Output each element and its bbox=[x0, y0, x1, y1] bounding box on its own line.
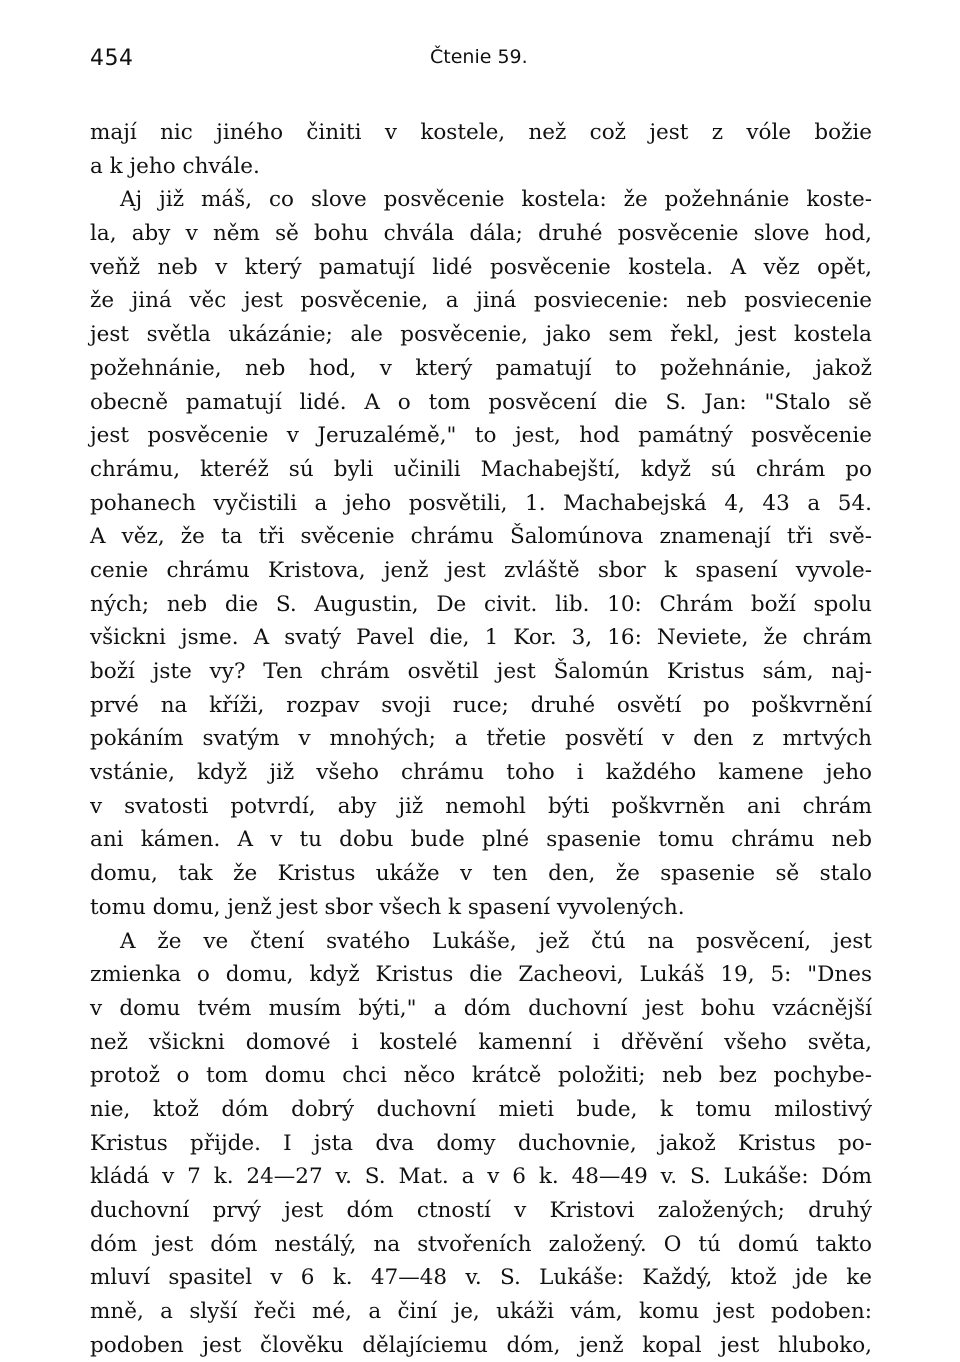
text-line: protož o tom domu chci něco krátcě položiti; neb bez pochybe- bbox=[90, 1063, 872, 1089]
text-line: A věz, že ta tři svěcenie chrámu Šalomúnova znamenají tři svě- bbox=[90, 524, 872, 550]
text-line: ných; neb die S. Augustin, De civit. lib. 10: Chrám boží spolu bbox=[90, 591, 872, 617]
text-line: boží jste vy? Ten chrám osvětil jest Šalomún Kristus sám, naj- bbox=[90, 659, 872, 684]
text-line: a k jeho chvále. bbox=[90, 153, 260, 179]
text-line: ani kámen. A v tu dobu bude plné spasenie tomu chrámu neb bbox=[90, 827, 872, 853]
text-line: pokáním svatým v mnohých; a třetie posvětí v den z mrtvých bbox=[90, 726, 872, 752]
text-line: cenie chrámu Kristova, jenž jest zvláště sbor k spasení vyvole- bbox=[90, 557, 872, 583]
text-line: chrámu, kteréž sú byli učinili Machabejští, když sú chrám po bbox=[90, 456, 872, 482]
text-line: jest posvěcenie v Jeruzalémě," to jest, hod památný posvěcenie bbox=[90, 423, 872, 449]
text-line: la, aby v něm sě bohu chvála dála; druhé posvěcenie slove hod, bbox=[90, 221, 872, 247]
body-text bbox=[90, 116, 872, 1362]
page-header bbox=[90, 46, 872, 76]
text-line: mají nic jiného činiti v kostele, než což jest z vóle božie bbox=[90, 120, 872, 145]
text-line: domu, tak že Kristus ukáže v ten den, že spasenie sě stalo bbox=[90, 861, 872, 887]
text-line: všickni jsme. A svatý Pavel die, 1 Kor. 3, 16: Neviete, že chrám bbox=[90, 625, 872, 651]
text-line: zmienka o domu, když Kristus die Zacheovi, Lukáš 19, 5: "Dnes bbox=[90, 962, 872, 988]
text-line: dóm jest dóm nestálý, na stvořeních založený. O tú domú takto bbox=[90, 1231, 872, 1257]
text-line: tomu domu, jenž jest sbor všech k spasení vyvolených. bbox=[90, 894, 685, 920]
text-line: pohanech vyčistili a jeho posvětili, 1. Machabejská 4, 43 a 54. bbox=[90, 490, 872, 516]
text-line: duchovní prvý jest dóm ctností v Kristovi založených; druhý bbox=[90, 1198, 872, 1223]
text-line: požehnánie, neb hod, v který pamatují to požehnánie, jakož bbox=[90, 355, 872, 381]
page-number: 454 bbox=[90, 46, 134, 71]
text-line: mluví spasitel v 6 k. 47—48 v. S. Lukáše: Každý, ktož jde ke bbox=[90, 1265, 872, 1291]
text-line: kládá v 7 k. 24—27 v. S. Mat. a v 6 k. 48—49 v. S. Lukáše: Dóm bbox=[90, 1164, 872, 1190]
text-line: podoben jest člověku dělajíciemu dóm, jenž kopal jest hluboko, bbox=[90, 1332, 872, 1358]
text-line: nie, ktož dóm dobrý duchovní mieti bude, k tomu milostivý bbox=[90, 1096, 872, 1122]
text-line: Kristus přijde. I jsta dva domy duchovnie, jakož Kristus po- bbox=[90, 1130, 872, 1156]
text-line: v svatosti potvrdí, aby již nemohl býti poškvrněn ani chrám bbox=[90, 793, 872, 819]
text-line: prvé na kříži, rozpav svoji ruce; druhé osvětí po poškvrnění bbox=[90, 692, 872, 718]
text-line: mně, a slyší řeči mé, a činí je, ukáži vám, komu jest podoben: bbox=[90, 1299, 872, 1325]
text-line: obecně pamatují lidé. A o tom posvěcení die S. Jan: "Stalo sě bbox=[90, 389, 872, 415]
text-line: vstánie, když již všeho chrámu toho i každého kamene jeho bbox=[90, 760, 872, 786]
text-line: než všickni domové i kostelé kamenní i dřěvění všeho světa, bbox=[90, 1029, 872, 1055]
text-line: veňž neb v který pamatují lidé posvěcenie kostela. A věz opět, bbox=[90, 254, 872, 280]
text-line: v domu tvém musím býti," a dóm duchovní jest bohu vzácnější bbox=[90, 995, 872, 1021]
text-line: že jiná věc jest posvěcenie, a jiná posviecenie: neb posviecenie bbox=[90, 288, 872, 314]
text-line: A že ve čtení svatého Lukáše, jež čtú na posvěcení, jest bbox=[120, 928, 872, 954]
text-line: Aj již máš, co slove posvěcenie kostela: že požehnánie koste- bbox=[120, 187, 872, 213]
text-line: jest světla ukázánie; ale posvěcenie, jako sem řekl, jest kostela bbox=[90, 322, 872, 348]
running-head: Čtenie 59. bbox=[430, 46, 528, 68]
